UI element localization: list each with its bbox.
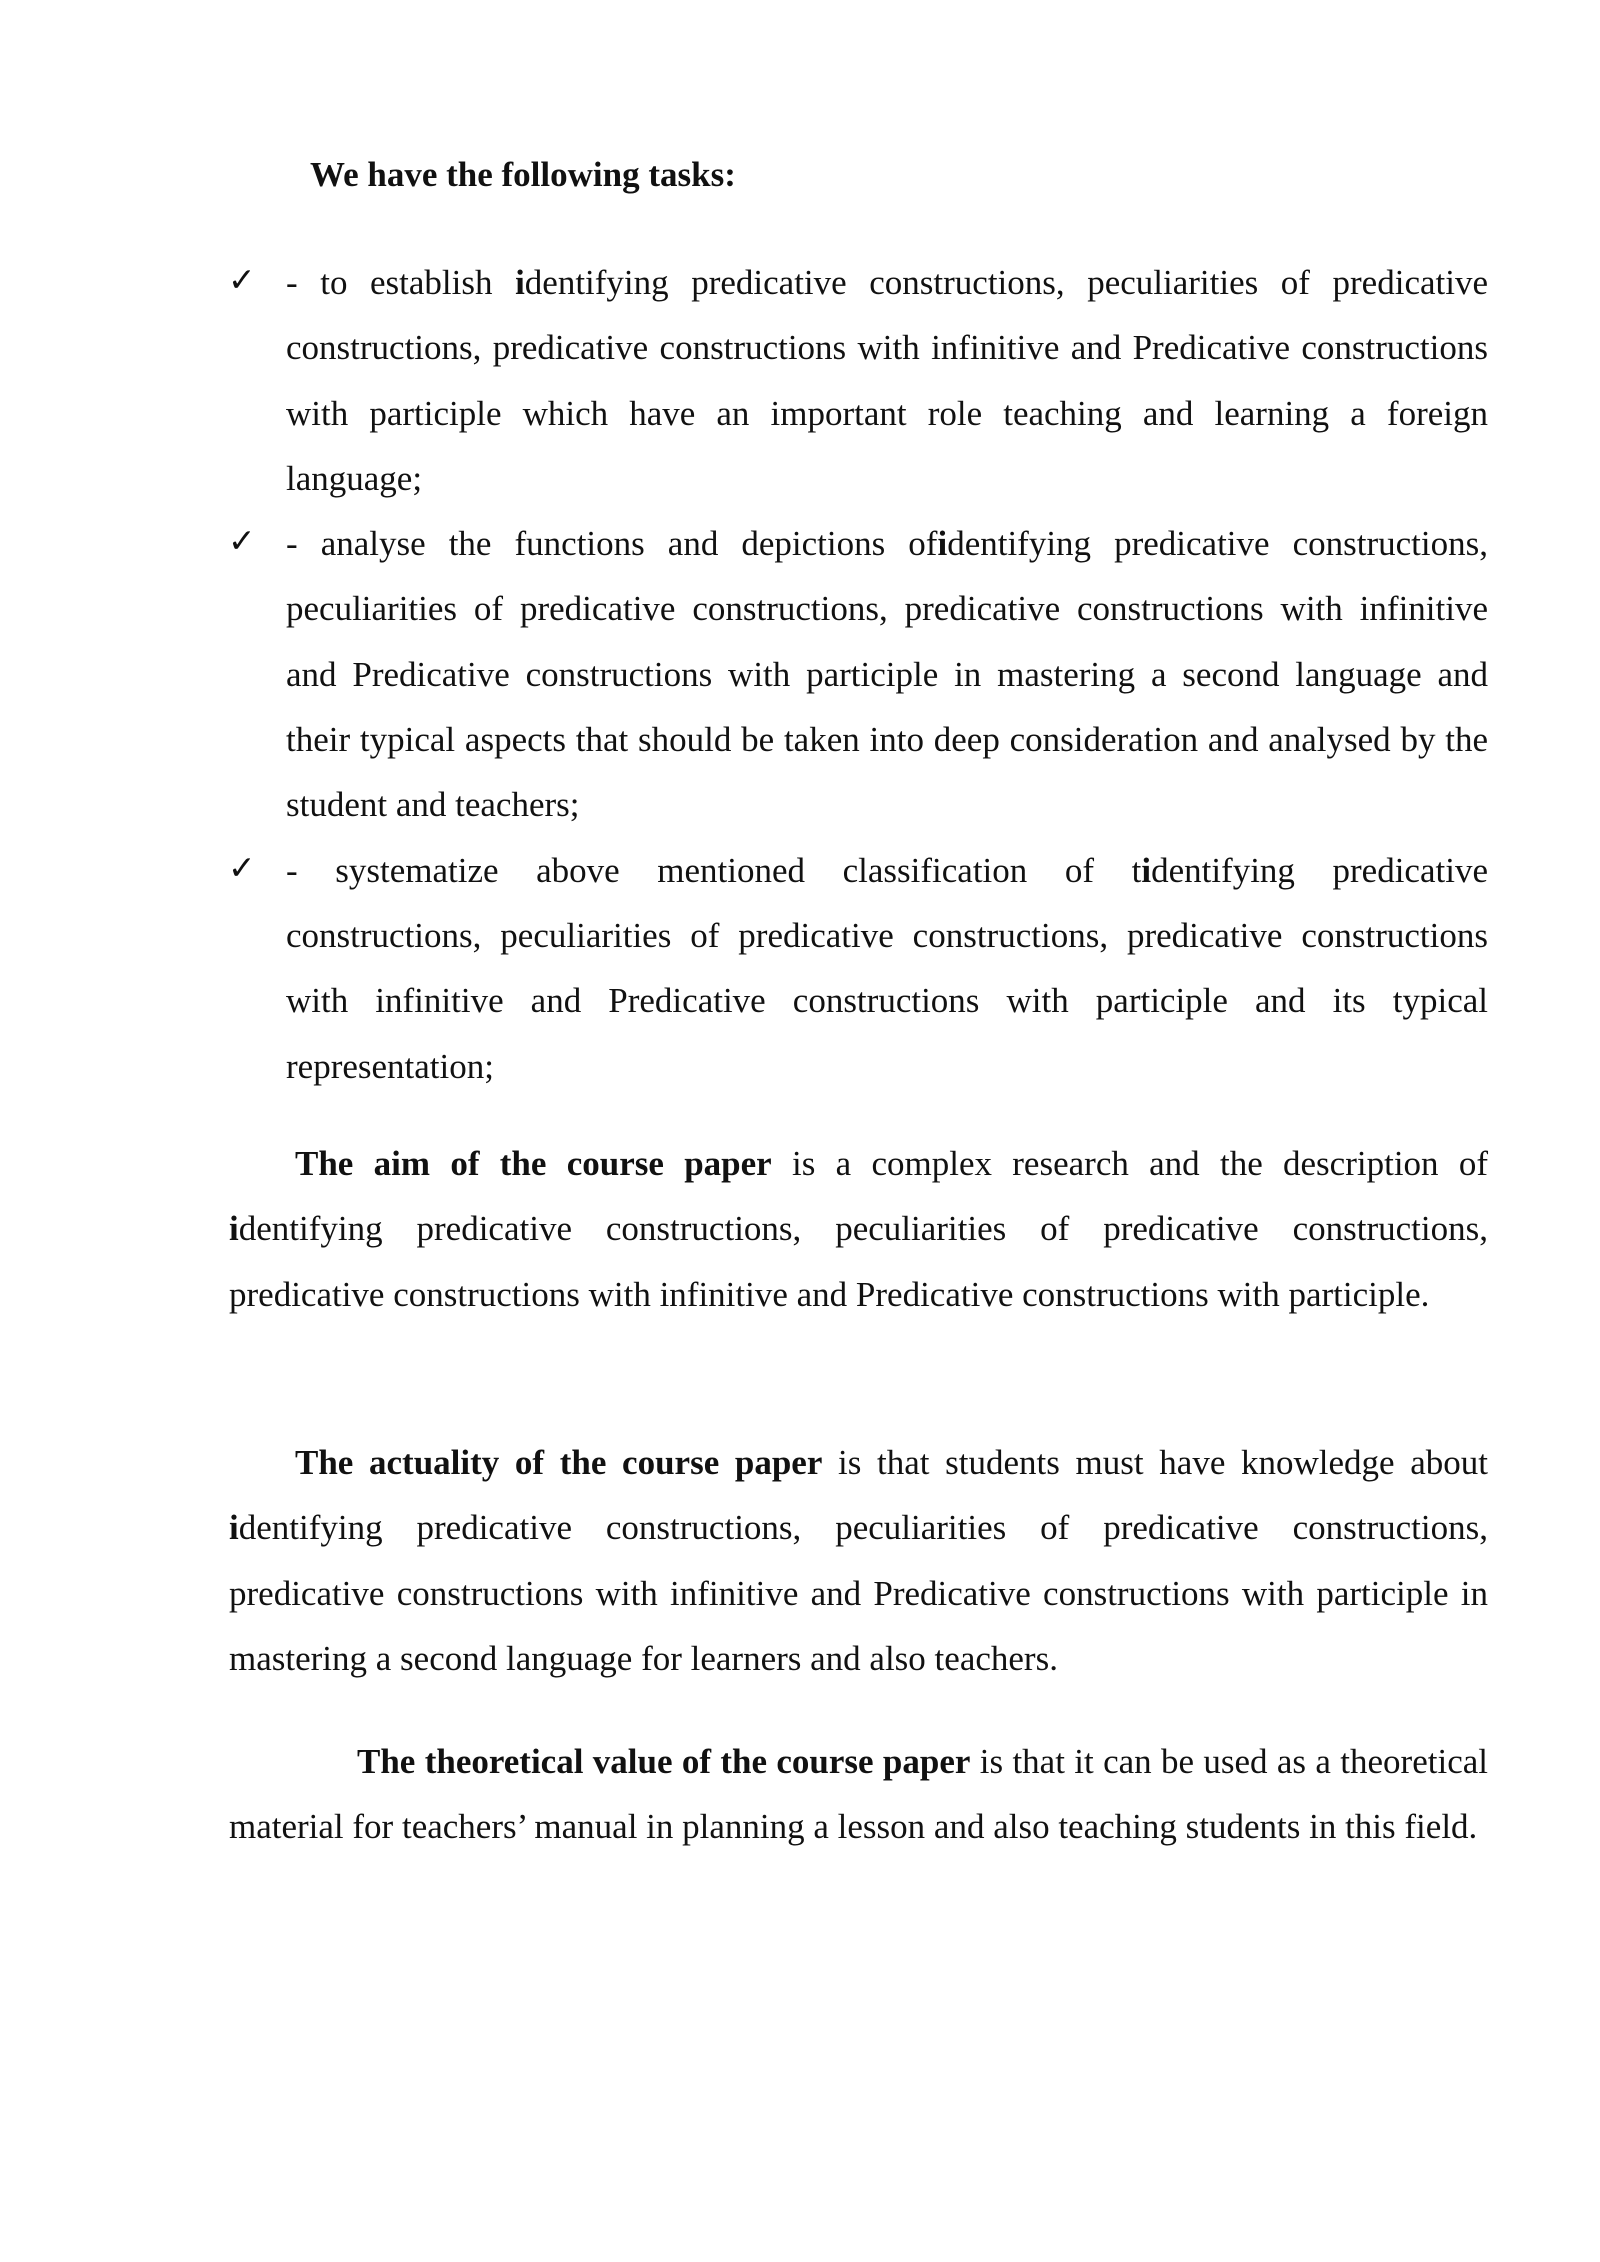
aim-paragraph: [229, 1131, 1488, 1327]
checkmark-icon: ✓: [228, 521, 256, 561]
theoretical-lead: The theoretical value of the course paper: [357, 1742, 971, 1781]
task-text: dentifying predicative constructions, peculiarities of predicative constructions, predicative constructions with infinitive and Predicative constructions with participle and its typical representation;: [286, 850, 1488, 1086]
aim-text-after: dentifying predicative constructions, peculiarities of predicative constructions, predicative constructions with infinitive and Predicative constructions with participle.: [229, 1209, 1488, 1314]
task-bold-letter: i: [515, 263, 525, 302]
actuality-text-before: is that students must have knowledge about: [822, 1443, 1488, 1482]
task-prefix: - analyse the functions and depictions of: [286, 524, 938, 564]
actuality-text-after: dentifying predicative constructions, peculiarities of predicative constructions, predicative constructions with infinitive and Predicative constructions with participle in mastering a second language for learners and also teachers.: [229, 1508, 1488, 1678]
task-text: dentifying predicative constructions, peculiarities of predicative constructions, predicative constructions with infinitive and Predicative constructions with participle which have an important role teaching and learning a foreign language;: [286, 263, 1488, 498]
theoretical-text: is that it can be used as a theoretical material for teachers’ manual in planning a lesson and also teaching students in this field.: [229, 1742, 1488, 1847]
task-prefix: - to establish: [286, 263, 516, 302]
task-bold-letter: i: [937, 524, 948, 564]
actuality-lead: The actuality of the course paper: [295, 1443, 823, 1482]
aim-lead: The aim of the course paper: [295, 1144, 772, 1183]
task-item: [228, 250, 1488, 511]
theoretical-value-paragraph: [229, 1729, 1488, 1860]
tasks-list: [228, 250, 1488, 1099]
aim-text-before: is a complex research and the description of: [771, 1144, 1488, 1183]
task-item: [228, 838, 1488, 1099]
aim-bold-letter: i: [229, 1209, 239, 1249]
actuality-bold-letter: i: [229, 1508, 239, 1548]
task-bold-letter: i: [1141, 850, 1152, 890]
task-prefix: - systematize above mentioned classification of t: [286, 850, 1142, 890]
task-item: [228, 511, 1488, 837]
tasks-heading: We have the following tasks:: [310, 155, 736, 194]
checkmark-icon: ✓: [228, 847, 256, 887]
checkmark-icon: ✓: [228, 260, 256, 299]
task-text: dentifying predicative constructions, peculiarities of predicative constructions, predicative constructions with infinitive and Predicative constructions with participle in mastering a second language and their typical aspects that should be taken into deep consideration and analysed by the student and teachers;: [286, 524, 1488, 825]
actuality-paragraph: [229, 1430, 1488, 1691]
